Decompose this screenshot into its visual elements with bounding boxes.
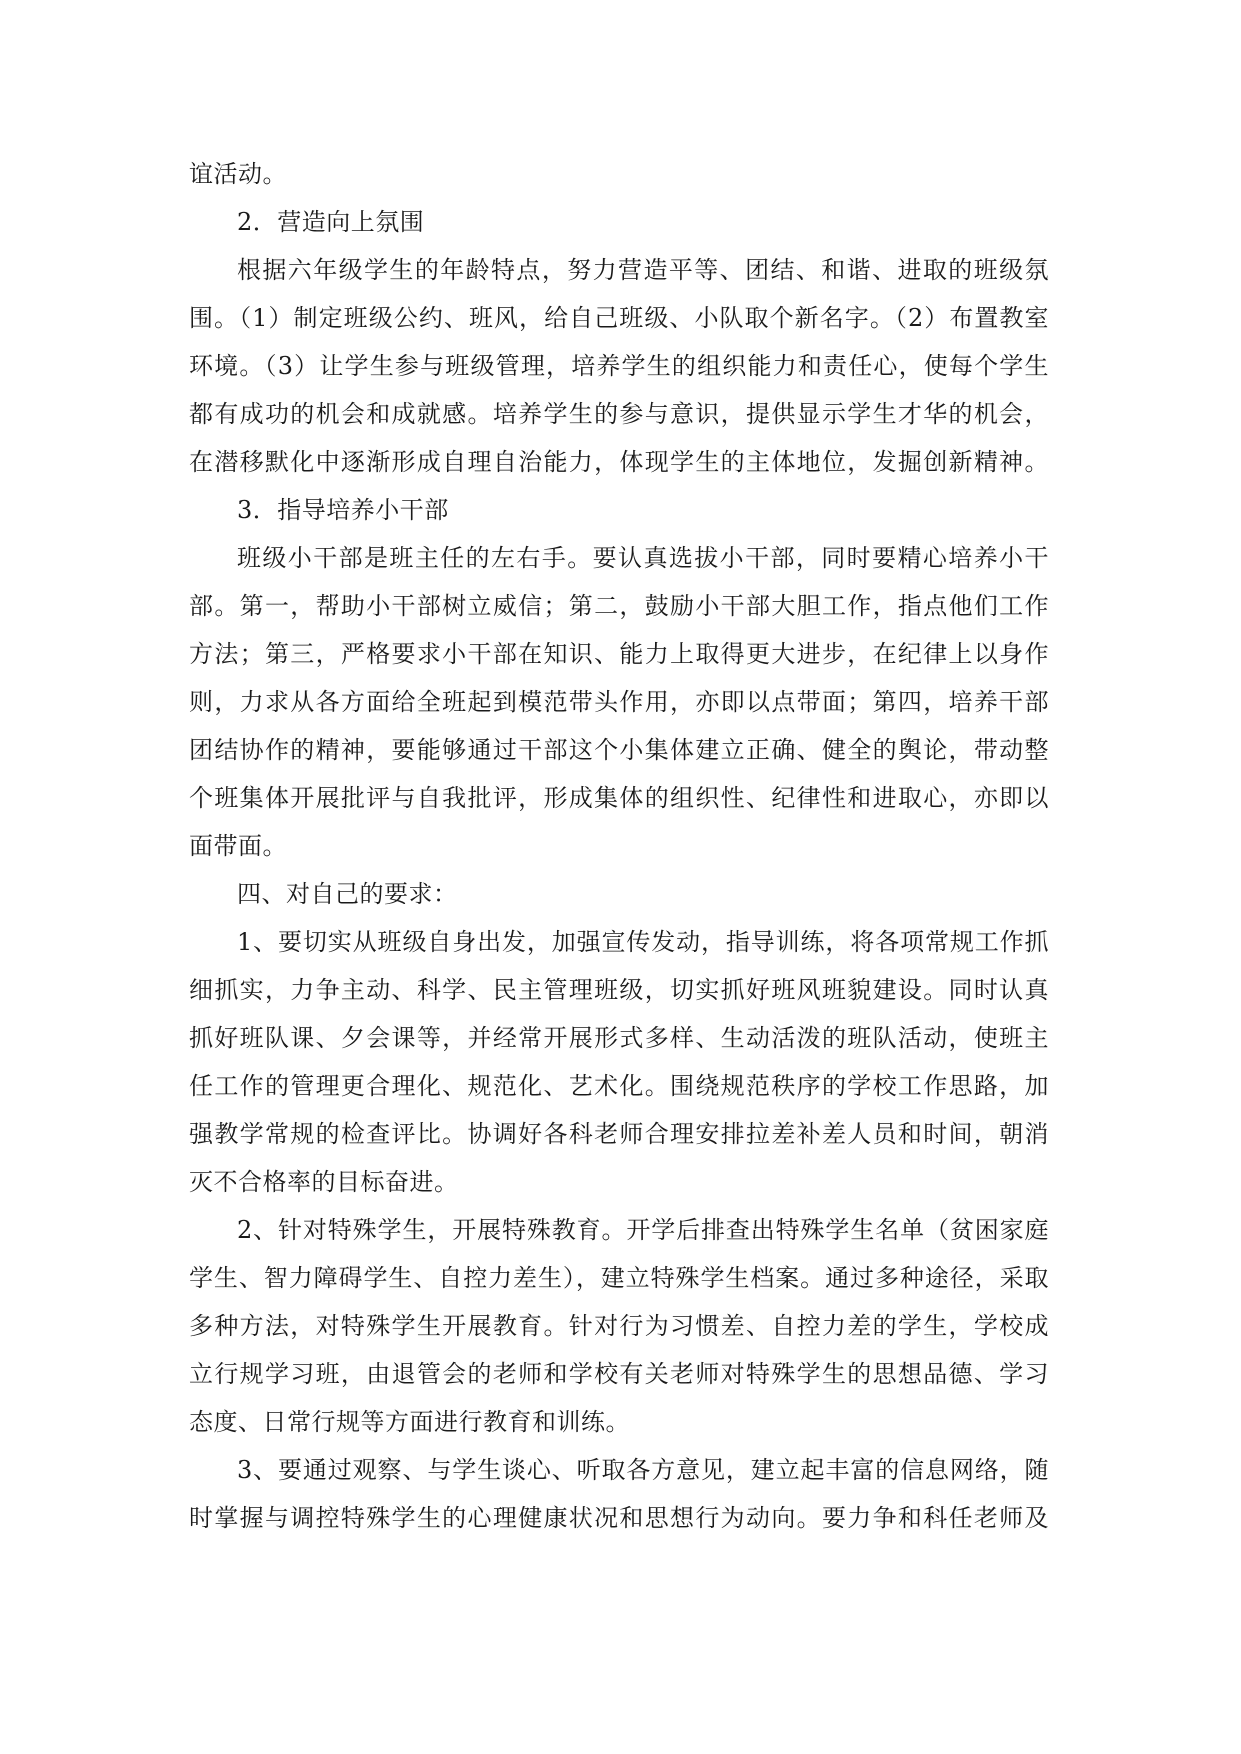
text-line: 3、要通过观察、与学生谈心、听取各方意见，建立起丰富的信息网络，随 — [237, 1456, 1049, 1484]
text-line: 在潜移默化中逐渐形成自理自治能力，体现学生的主体地位，发掘创新精神。 — [189, 448, 1049, 476]
text-line: 任工作的管理更合理化、规范化、艺术化。围绕规范秩序的学校工作思路，加 — [189, 1072, 1049, 1100]
text-line: 方法；第三，严格要求小干部在知识、能力上取得更大进步，在纪律上以身作 — [189, 640, 1049, 668]
text-line: 学生、智力障碍学生、自控力差生），建立特殊学生档案。通过多种途径，采取 — [189, 1264, 1049, 1292]
text-line: 态度、日常行规等方面进行教育和训练。 — [189, 1408, 630, 1436]
text-line: 抓好班队课、夕会课等，并经常开展形式多样、生动活泼的班队活动，使班主 — [189, 1024, 1049, 1052]
text-line: 2．营造向上氛围 — [237, 208, 425, 236]
text-line: 多种方法，对特殊学生开展教育。针对行为习惯差、自控力差的学生，学校成 — [189, 1312, 1049, 1340]
text-line: 强教学常规的检查评比。协调好各科老师合理安排拉差补差人员和时间，朝消 — [189, 1120, 1049, 1148]
text-line: 细抓实，力争主动、科学、民主管理班级，切实抓好班风班貌建设。同时认真 — [189, 976, 1049, 1004]
text-line: 围。（1）制定班级公约、班风，给自己班级、小队取个新名字。（2）布置教室 — [189, 304, 1049, 332]
text-line: 时掌握与调控特殊学生的心理健康状况和思想行为动向。要力争和科任老师及 — [189, 1504, 1049, 1532]
text-line: 谊活动。 — [189, 160, 287, 188]
text-line: 1、要切实从班级自身出发，加强宣传发动，指导训练，将各项常规工作抓 — [237, 928, 1049, 956]
text-line: 都有成功的机会和成就感。培养学生的参与意识，提供显示学生才华的机会， — [189, 400, 1049, 428]
text-line: 环境。（3）让学生参与班级管理，培养学生的组织能力和责任心，使每个学生 — [189, 352, 1049, 380]
text-line: 四、对自己的要求： — [237, 880, 458, 908]
text-line: 则，力求从各方面给全班起到模范带头作用，亦即以点带面；第四，培养干部 — [189, 688, 1049, 716]
text-line: 3．指导培养小干部 — [237, 496, 449, 524]
text-line: 根据六年级学生的年龄特点，努力营造平等、团结、和谐、进取的班级氛 — [237, 256, 1049, 284]
text-line: 部。第一，帮助小干部树立威信；第二，鼓励小干部大胆工作，指点他们工作 — [189, 592, 1049, 620]
text-line: 灭不合格率的目标奋进。 — [189, 1168, 459, 1196]
text-line: 个班集体开展批评与自我批评，形成集体的组织性、纪律性和进取心，亦即以 — [189, 784, 1049, 812]
text-line: 2、针对特殊学生，开展特殊教育。开学后排查出特殊学生名单（贫困家庭 — [237, 1216, 1049, 1244]
text-line: 团结协作的精神，要能够通过干部这个小集体建立正确、健全的舆论，带动整 — [189, 736, 1049, 764]
text-line: 面带面。 — [189, 832, 287, 860]
document-page — [189, 150, 1049, 1542]
text-line: 班级小干部是班主任的左右手。要认真选拔小干部，同时要精心培养小干 — [237, 544, 1049, 572]
text-line: 立行规学习班，由退管会的老师和学校有关老师对特殊学生的思想品德、学习 — [189, 1360, 1049, 1388]
